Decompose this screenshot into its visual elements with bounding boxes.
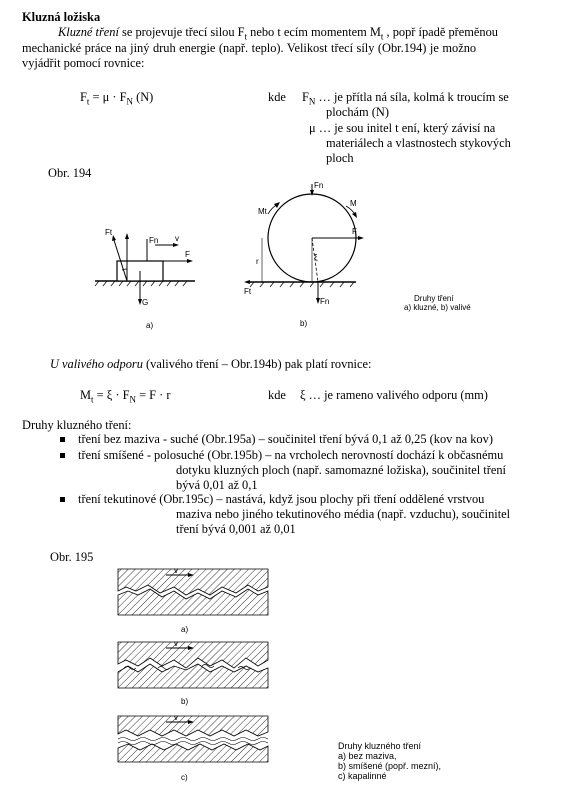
fig195-c-label: c) bbox=[181, 773, 188, 782]
fig195-caption-2: a) bez maziva, bbox=[338, 751, 397, 761]
fig195a-dry-friction bbox=[118, 565, 268, 621]
rolling-italic: U valivého odporu bbox=[50, 357, 143, 371]
fig194-caption-1: Druhy tření bbox=[414, 294, 454, 303]
fig194b-rolling-diagram bbox=[238, 180, 368, 310]
mu-def-2: materiálech a vlastnostech stykových bbox=[326, 136, 511, 150]
fig195b-mixed-friction bbox=[118, 638, 268, 694]
label-v-a: v bbox=[175, 234, 179, 243]
fig195-caption-4: c) kapalinné bbox=[338, 771, 387, 781]
fig194-label: Obr. 194 bbox=[48, 166, 92, 180]
type-item-3-l3: tření bývá 0,001 až 0,01 bbox=[176, 522, 296, 536]
fig195-caption-1: Druhy kluzného tření bbox=[338, 741, 422, 751]
f-sub-n: N bbox=[126, 96, 133, 107]
mu-def-1 bbox=[309, 121, 495, 136]
page-title: Kluzná ložiska bbox=[22, 10, 101, 24]
f-rest: = μ · F bbox=[89, 90, 127, 104]
bullet-1 bbox=[60, 437, 65, 442]
fig195-b-label: b) bbox=[181, 697, 189, 706]
rf-sub-t: t bbox=[91, 394, 94, 405]
fig195-caption-3: b) smíšené (popř. mezní), bbox=[338, 761, 442, 771]
label-ft-a: Ft bbox=[105, 228, 113, 237]
intro-italic: Kluzné tření bbox=[58, 25, 119, 39]
fig194-caption-2: a) kluzné, b) valivé bbox=[404, 303, 471, 312]
bullet-2 bbox=[60, 453, 65, 458]
mu-text1: … je sou initel t ení, který závisí na bbox=[315, 121, 496, 135]
label-r: r bbox=[256, 257, 259, 266]
fig194a-sliding-diagram bbox=[95, 225, 205, 315]
type-item-2-l3: bývá 0,01 až 0,1 bbox=[176, 478, 258, 492]
bullet-3 bbox=[60, 497, 65, 502]
v-c: v bbox=[174, 713, 178, 722]
kde-1: kde bbox=[268, 90, 286, 104]
intro-text-c: , popř ípadě přeměnou bbox=[383, 25, 498, 39]
f-sub-t: t bbox=[86, 96, 90, 107]
label-f-b: F bbox=[352, 227, 357, 236]
type-item-3-l2: maziva nebo jiného tekutinového média (např. vzduchu), součinitel bbox=[176, 507, 511, 521]
v-b: v bbox=[174, 639, 178, 648]
label-fn-top: Fn bbox=[314, 181, 324, 190]
sub-t: t bbox=[244, 31, 248, 42]
xi-def: ξ … je rameno valivého odporu (mm) bbox=[300, 388, 488, 402]
fn-sym: F bbox=[302, 90, 309, 104]
label-g-a: G bbox=[142, 298, 149, 307]
fn-def-2: plochám (N) bbox=[326, 105, 389, 119]
type-item-3-l1: tření tekutinové (Obr.195c) – nastává, když jsou plochy při tření oddělené vrstvou bbox=[78, 492, 485, 506]
label-fn-bottom: Fn bbox=[320, 297, 330, 306]
label-ft-b: Ft bbox=[244, 287, 252, 296]
friction-formula bbox=[80, 90, 153, 109]
mu-sym: μ bbox=[309, 121, 316, 135]
fig194-b-label: b) bbox=[300, 319, 308, 328]
rf-mid: = ξ · F bbox=[93, 388, 130, 402]
intro-text-a: se projevuje třecí silou F bbox=[118, 25, 245, 39]
rolling-formula: $M_t = \xi \cdot F_N = F \cdot r$ bbox=[80, 388, 171, 405]
label-f-a: F bbox=[185, 250, 190, 259]
intro-line-3: vyjádřit pomocí rovnice: bbox=[22, 56, 145, 70]
intro-line-2: mechanické práce na jiný druh energie (např. teplo). Velikost třecí síly (Obr.194) je možno bbox=[22, 41, 477, 55]
type-item-2-l2: dotyku kluzných ploch (např. samomazné ložiska), součinitel tření bbox=[176, 463, 506, 477]
intro-text-b: nebo t ecím momentem M bbox=[247, 25, 381, 39]
types-heading: Druhy kluzného tření: bbox=[22, 418, 132, 432]
fig195c-fluid-friction bbox=[118, 712, 268, 768]
rf-sub-n: N bbox=[129, 394, 136, 405]
mu-def-3: ploch bbox=[326, 151, 354, 165]
label-fn-a: Fn bbox=[149, 236, 159, 245]
label-xi: ξ bbox=[314, 253, 318, 262]
v-a: v bbox=[174, 566, 178, 575]
fig195-label: Obr. 195 bbox=[50, 550, 94, 564]
rf-end: = F · r bbox=[135, 388, 171, 402]
rolling-rest: (valivého tření – Obr.194b) pak platí rovnice: bbox=[142, 357, 372, 371]
fig194-a-label: a) bbox=[146, 321, 154, 330]
rolling-intro bbox=[50, 357, 371, 372]
f-unit: (N) bbox=[132, 90, 154, 104]
label-mt: Mt bbox=[258, 207, 267, 216]
type-item-1: tření bez maziva - suché (Obr.195a) – součinitel tření bývá 0,1 až 0,25 (kov na kov) bbox=[78, 432, 493, 446]
type-item-2-l1: tření smíšené - polosuché (Obr.195b) – na vrcholech nerovností dochází k občasnému bbox=[78, 448, 504, 462]
fn-sub: N bbox=[308, 96, 316, 107]
label-m: M bbox=[350, 199, 357, 208]
f-lhs: F bbox=[80, 90, 87, 104]
fig195-a-label: a) bbox=[181, 625, 189, 634]
fn-text1: … je přítla ná síla, kolmá k troucím se bbox=[315, 90, 509, 104]
sub-t-2: t bbox=[380, 31, 384, 42]
kde-2: kde bbox=[268, 388, 286, 402]
